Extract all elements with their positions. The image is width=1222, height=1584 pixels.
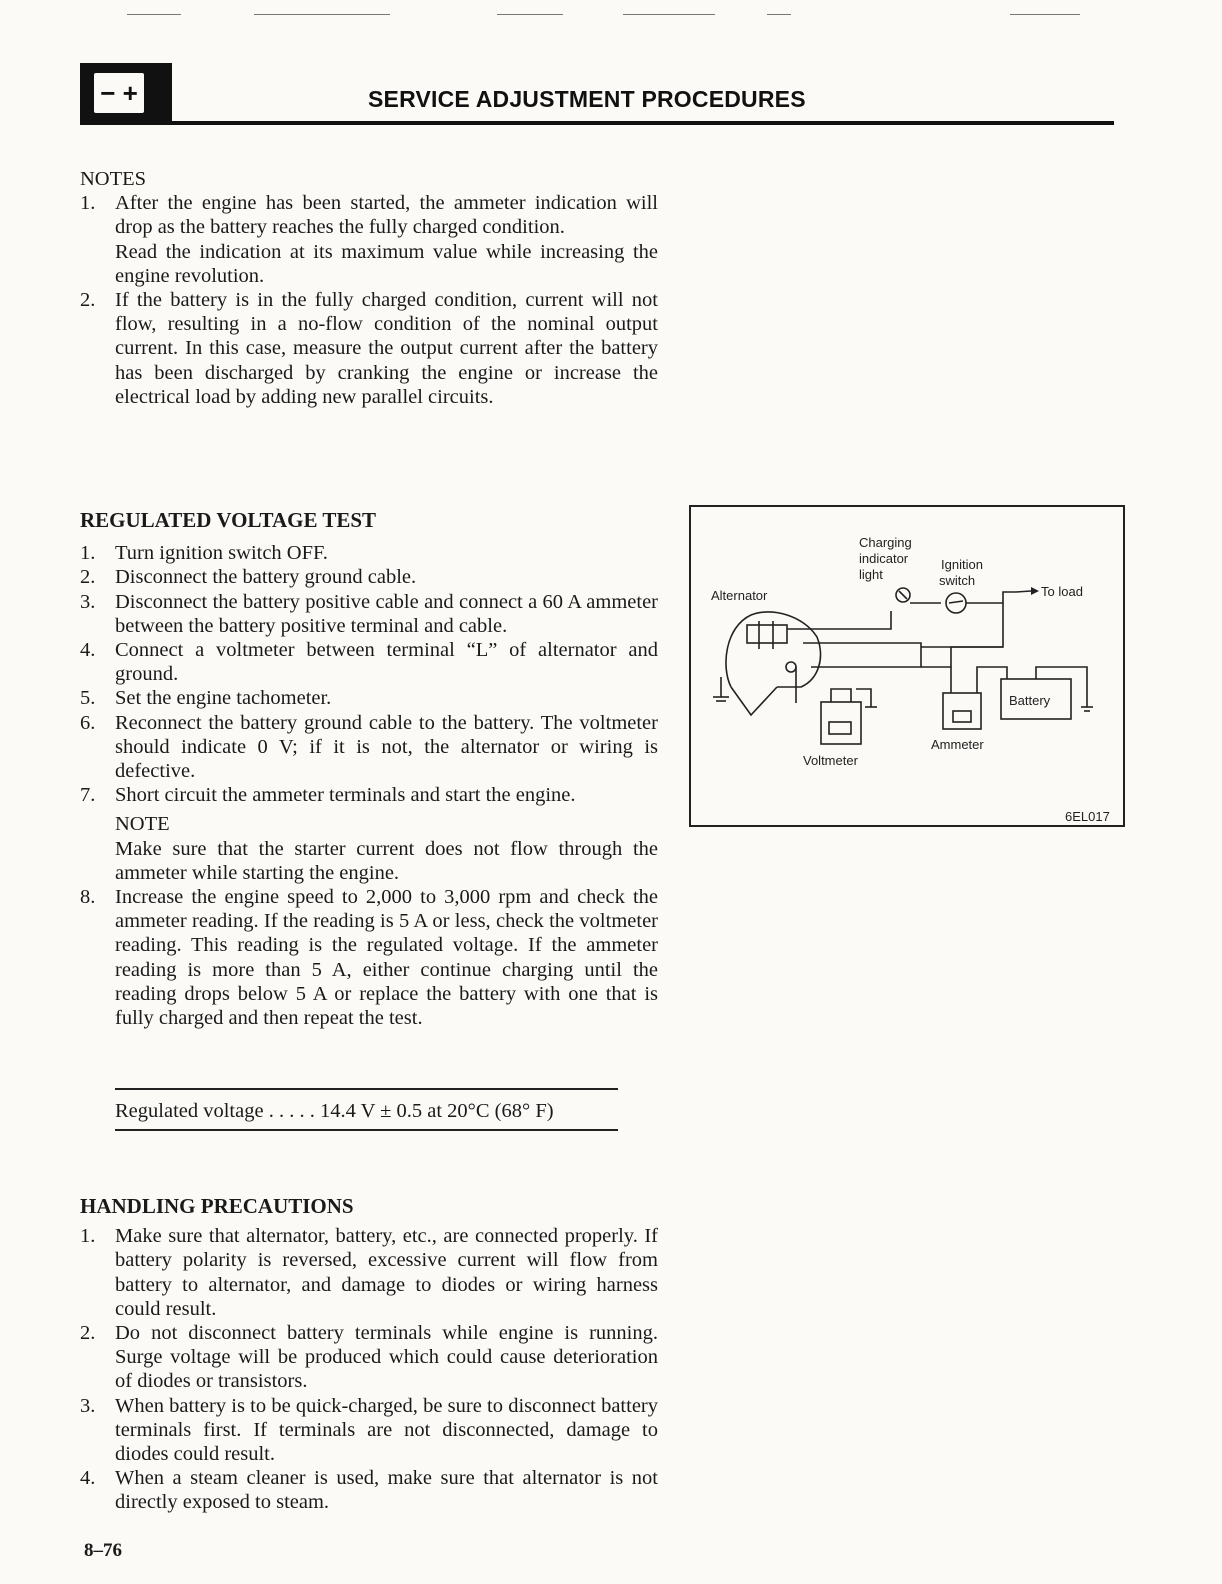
test-step [80, 783, 658, 807]
note-text: Make sure that the starter current does not flow through the ammeter while starting the engine. [115, 837, 658, 884]
notes-section [80, 167, 658, 409]
wire [856, 689, 871, 707]
to-load-arrowhead [1031, 587, 1039, 595]
item-number: 1. [80, 1225, 96, 1248]
top-scan-lines [0, 14, 1222, 18]
test-steps-list [80, 541, 658, 807]
header-rule [80, 121, 1114, 125]
figure-code: 6EL017 [1065, 809, 1110, 824]
regulated-voltage-test-section [80, 508, 658, 1030]
item-number: 2. [80, 1322, 96, 1345]
step-number: 7. [80, 784, 96, 807]
ignition-switch-icon [949, 601, 963, 603]
label-voltmeter: Voltmeter [803, 753, 858, 768]
test-step [80, 565, 658, 589]
step-text: Short circuit the ammeter terminals and start the engine. [115, 784, 576, 807]
label-battery: Battery [1009, 693, 1051, 708]
item-number: 4. [80, 1467, 96, 1490]
test-step [80, 686, 658, 710]
test-step [80, 541, 658, 565]
battery-icon [80, 63, 172, 125]
alternator-terminal-block [747, 625, 787, 643]
item-text: Do not disconnect battery terminals while engine is running. Surge voltage will be produced which could cause deterioration of diodes or transistors. [115, 1322, 658, 1393]
note-paragraph: Read the indication at its maximum value while increasing the engine revolution. [115, 240, 658, 287]
wiring-diagram-svg [691, 507, 1127, 829]
step-number: 4. [80, 639, 96, 662]
wire-to-load [966, 592, 1016, 603]
notes-list [80, 191, 658, 409]
section-title: HANDLING PRECAUTIONS [80, 1194, 354, 1218]
step-text: Increase the engine speed to 2,000 to 3,000 rpm and check the ammeter reading. If the reading is 5 A or less, check the voltmeter reading. This reading is the regulated voltage. If the ammeter reading is more than 5 A, either continue charging until the reading drops below 5 A or replace the battery with one that is fully charged and then repeat the test. [115, 886, 658, 1030]
label-charging: indicator [859, 551, 909, 566]
terminal-l-icon [786, 662, 796, 672]
to-load-arrow [1016, 591, 1031, 592]
wire [921, 647, 1003, 667]
handling-precautions-section [80, 1194, 658, 1515]
note-item [80, 288, 658, 409]
alternator-outline [731, 687, 777, 715]
step-text: Turn ignition switch OFF. [115, 542, 328, 565]
note-paragraph: After the engine has been started, the ammeter indication will drop as the battery reaches the fully charged condition. [115, 192, 658, 239]
precaution-item [80, 1224, 658, 1321]
precautions-list [80, 1224, 658, 1514]
wire [977, 667, 1007, 693]
test-step [80, 590, 658, 638]
note-paragraph: If the battery is in the fully charged condition, current will not flow, resulting in a no-flow condition of the nominal output current. In this case, measure the output current after the battery has been discharged by cranking the engine or increase the electrical load by adding new parallel circuits. [115, 289, 658, 408]
item-text: When a steam cleaner is used, make sure that alternator is not directly exposed to steam. [115, 1467, 658, 1514]
step-number: 6. [80, 711, 96, 734]
label-charging: light [859, 567, 883, 582]
item-number: 3. [80, 1394, 96, 1417]
charging-light-icon [899, 591, 907, 599]
label-charging: Charging [859, 535, 912, 550]
label-ammeter: Ammeter [931, 737, 984, 752]
test-step [80, 711, 658, 784]
test-steps-list-continued [80, 885, 658, 1030]
note-label: NOTE [115, 813, 170, 836]
step-text: Connect a voltmeter between terminal “L” of alternator and ground. [115, 639, 658, 686]
precaution-item [80, 1321, 658, 1394]
note-item [80, 191, 658, 288]
battery-icon-symbols: − + [94, 73, 144, 113]
step-number: 3. [80, 590, 96, 613]
step-number: 8. [80, 886, 96, 909]
starter-note [80, 812, 658, 885]
step-number: 5. [80, 687, 96, 710]
voltmeter-body [821, 702, 861, 744]
note-number: 2. [80, 289, 96, 312]
voltmeter-window [829, 722, 851, 734]
precaution-item [80, 1394, 658, 1467]
note-number: 1. [80, 192, 96, 215]
label-ignition: Ignition [941, 557, 983, 572]
test-step [80, 885, 658, 1030]
notes-label: NOTES [80, 168, 147, 190]
wire [921, 603, 1003, 647]
step-text: Disconnect the battery positive cable and connect a 60 A ammeter between the battery positive terminal and cable. [115, 590, 658, 637]
step-text: Disconnect the battery ground cable. [115, 566, 417, 589]
wiring-diagram [689, 505, 1125, 827]
label-to-load: To load [1041, 584, 1083, 599]
step-number: 2. [80, 566, 96, 589]
precaution-item [80, 1466, 658, 1514]
step-text: Reconnect the battery ground cable to the battery. The voltmeter should indicate 0 V; if it is not, the alternator or wiring is defective. [115, 711, 658, 783]
label-ignition: switch [939, 573, 976, 588]
item-text: Make sure that alternator, battery, etc., are connected properly. If battery polarity is reversed, excessive current will flow from battery to alternator, and damage to diodes or wiring harness could result. [115, 1225, 658, 1320]
step-number: 1. [80, 542, 96, 565]
section-title: REGULATED VOLTAGE TEST [80, 508, 377, 532]
wire [831, 689, 851, 702]
page-title: SERVICE ADJUSTMENT PROCEDURES [368, 86, 806, 112]
regulated-voltage-spec: Regulated voltage . . . . . 14.4 V ± 0.5 at 20°C (68° F) [115, 1088, 618, 1131]
label-alternator: Alternator [711, 588, 768, 603]
ammeter-window [953, 711, 971, 722]
wire [787, 611, 891, 629]
step-text: Set the engine tachometer. [115, 687, 332, 710]
page-number: 8–76 [84, 1540, 122, 1561]
test-step [80, 638, 658, 686]
item-text: When battery is to be quick-charged, be sure to disconnect battery terminals first. If terminals are not disconnected, damage to diodes could result. [115, 1394, 658, 1466]
